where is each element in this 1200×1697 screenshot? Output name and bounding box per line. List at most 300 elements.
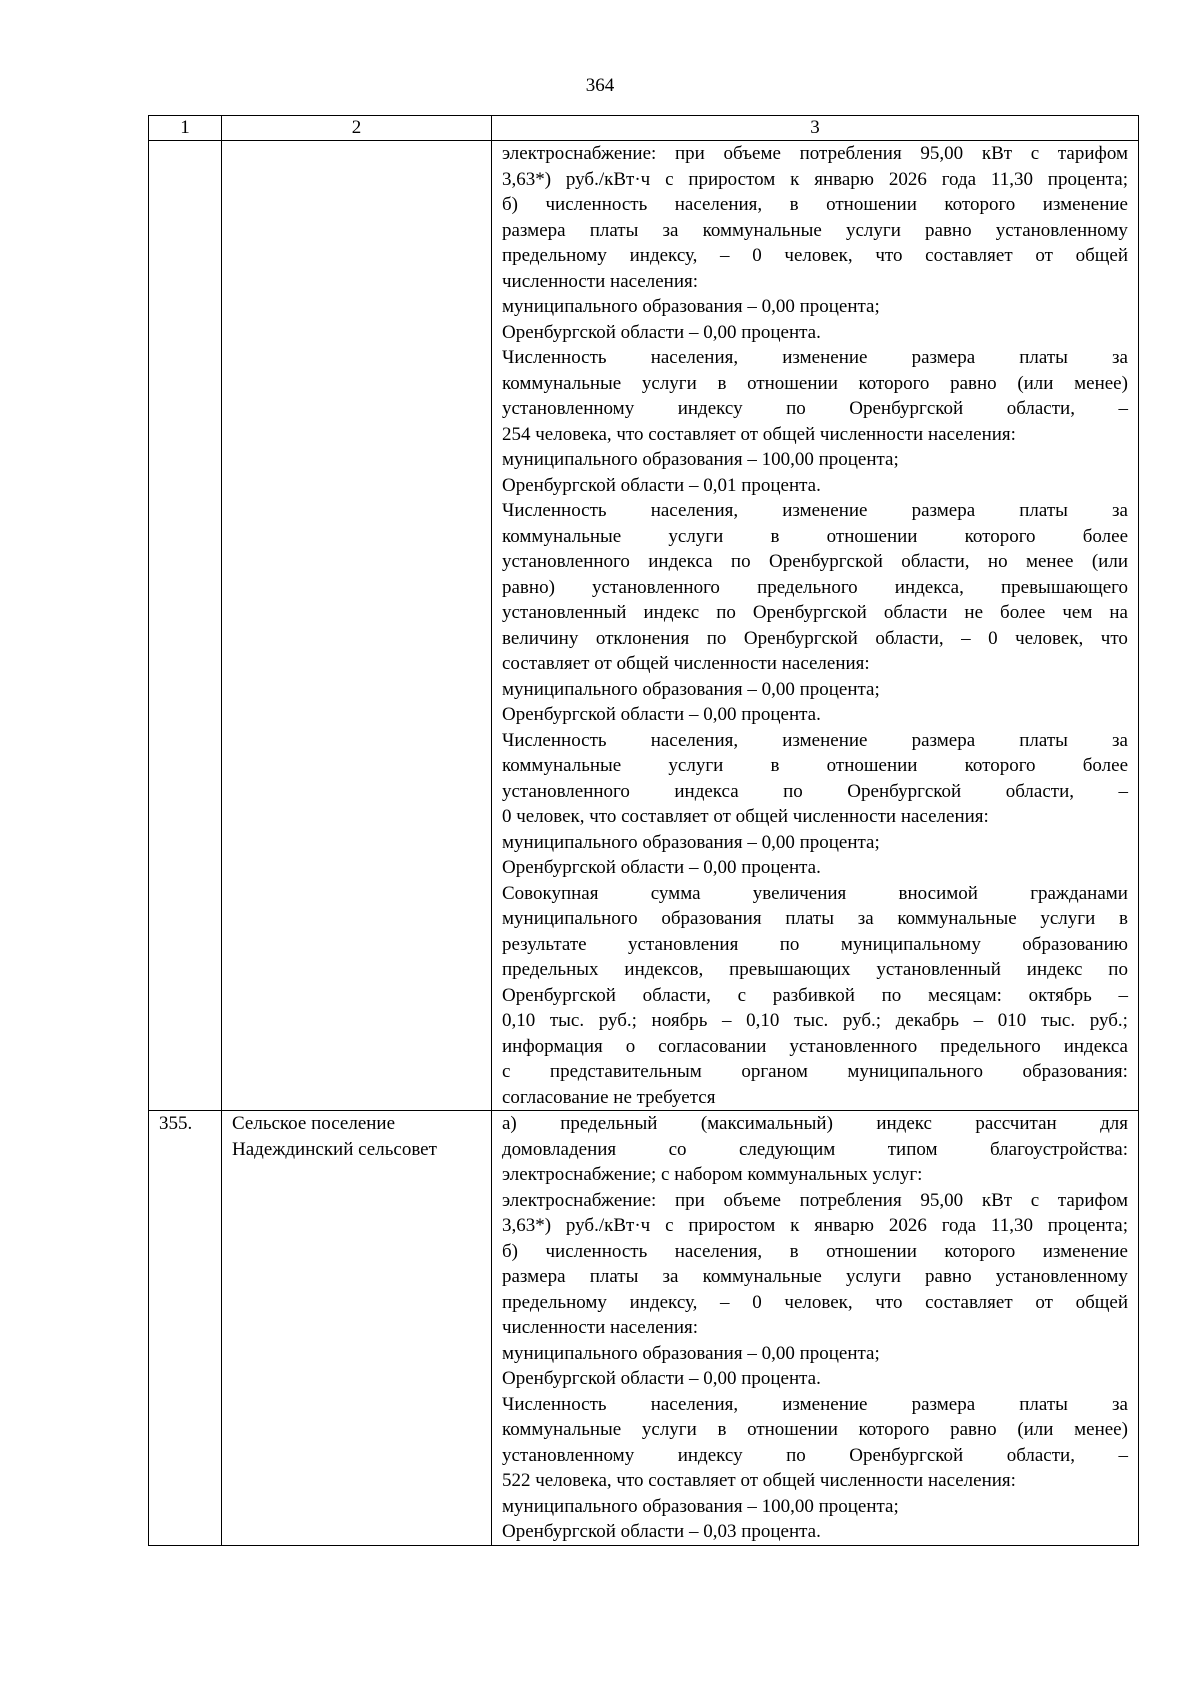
- word: размера: [502, 219, 566, 241]
- text-line: [502, 575, 1128, 601]
- word: 95,00: [920, 143, 964, 164]
- text-line: муниципального образования – 0,00 процента;: [502, 831, 880, 853]
- word: типом: [887, 1138, 938, 1160]
- word: области,: [1006, 398, 1075, 419]
- word: услуги: [641, 1419, 697, 1440]
- word: индексу,: [629, 1291, 698, 1313]
- word: за: [1112, 729, 1128, 751]
- text-line: составляет от общей численности населения:: [502, 653, 870, 674]
- word: 2026: [888, 1215, 927, 1236]
- word: Численность: [502, 729, 607, 751]
- word: тарифом: [1057, 1189, 1128, 1211]
- word: услуги: [668, 525, 724, 547]
- text-line: 522 человека, что составляет от общей численности населения:: [502, 1470, 1016, 1491]
- word: года: [941, 1215, 977, 1236]
- document-table: [148, 115, 1139, 1546]
- word: с: [1030, 143, 1040, 164]
- text-line: муниципального образования – 0,00 процента;: [502, 678, 880, 700]
- word: представительным: [549, 1061, 702, 1082]
- word: –: [961, 627, 971, 649]
- table-row-355: [149, 1111, 1139, 1546]
- word: электроснабжение:: [502, 143, 657, 164]
- municipality-name-line-2: Надеждинский сельсовет: [232, 1138, 437, 1160]
- word: превышающих: [729, 959, 851, 980]
- word: 0: [752, 245, 762, 266]
- word: Оренбургской: [768, 551, 883, 572]
- word: о: [625, 1035, 636, 1057]
- word: рассчитан: [975, 1113, 1057, 1134]
- word: потребления: [799, 143, 902, 164]
- word: по: [786, 1444, 806, 1466]
- page-number: 364: [585, 75, 615, 96]
- word: предельного: [757, 576, 858, 598]
- word: области,: [642, 984, 711, 1006]
- word: размера: [911, 729, 976, 751]
- word: коммунальные: [502, 372, 622, 394]
- word: услуги: [668, 755, 724, 776]
- word: общей: [1075, 245, 1128, 266]
- word: превышающего: [1000, 576, 1128, 598]
- word: установленного: [789, 1035, 918, 1057]
- word: услуги: [845, 1266, 901, 1287]
- word: благоустройства:: [989, 1138, 1128, 1160]
- word: по: [706, 627, 727, 649]
- text-line: [502, 549, 1128, 575]
- word: с: [502, 1061, 511, 1082]
- word: населения,: [650, 1393, 739, 1415]
- word: коммунальные: [502, 1419, 622, 1440]
- word: б): [502, 1240, 518, 1262]
- header-col-3: 3: [492, 116, 1139, 141]
- text-line: [502, 1059, 1128, 1085]
- word: в: [717, 372, 727, 394]
- word: которого: [944, 194, 1016, 215]
- word: платы: [1019, 347, 1068, 368]
- text-line: [502, 498, 1128, 524]
- word: равно: [925, 1266, 972, 1287]
- word: кВт: [981, 1189, 1013, 1211]
- word: что: [1100, 627, 1128, 649]
- word: изменение: [782, 347, 868, 368]
- text-line: [502, 1111, 1128, 1137]
- word: численность: [545, 194, 648, 215]
- word: увеличения: [752, 882, 847, 904]
- text-line: Оренбургской области – 0,03 процента.: [502, 1521, 821, 1542]
- word: но: [987, 551, 1008, 572]
- word: в: [770, 525, 780, 547]
- text-line: муниципального образования – 100,00 процента;: [502, 1495, 899, 1517]
- word: 95,00: [920, 1189, 964, 1211]
- word: населения,: [674, 1240, 763, 1262]
- word: по: [1108, 959, 1128, 980]
- word: не: [964, 602, 984, 623]
- row-number-cell: [149, 141, 222, 1111]
- word: информация: [502, 1035, 603, 1057]
- word: гражданами: [1030, 882, 1128, 904]
- word: населения,: [650, 347, 739, 368]
- word: вносимой: [898, 882, 978, 904]
- word: Численность: [502, 500, 607, 521]
- word: населения,: [674, 194, 763, 215]
- text-line: [502, 345, 1128, 371]
- word: отношении: [826, 755, 918, 776]
- text-line: 0 человек, что составляет от общей численности населения:: [502, 806, 989, 827]
- word: Численность: [502, 347, 607, 368]
- text-line: [502, 1239, 1128, 1265]
- text-line: [502, 728, 1128, 754]
- word: к: [790, 168, 800, 190]
- word: платы: [589, 219, 639, 241]
- word: месяцам:: [927, 984, 1002, 1006]
- word: –: [1118, 1444, 1128, 1466]
- word: платы: [589, 1266, 639, 1287]
- word: муниципального: [502, 908, 638, 929]
- word: (или: [1017, 372, 1054, 394]
- word: с: [665, 168, 674, 190]
- word: при: [675, 143, 705, 164]
- word: в: [770, 755, 780, 776]
- word: Оренбургской: [502, 984, 616, 1006]
- text-line: [502, 192, 1128, 218]
- word: установленному: [995, 1266, 1128, 1287]
- text-line: [502, 957, 1128, 983]
- text-line: [502, 243, 1128, 269]
- word: тарифом: [1057, 143, 1128, 164]
- text-line: [502, 141, 1128, 167]
- word: отношении: [826, 1240, 917, 1262]
- word: декабрь: [895, 1010, 960, 1031]
- word: согласовании: [658, 1035, 767, 1057]
- word: индекса,: [894, 576, 964, 598]
- word: размера: [911, 347, 976, 368]
- text-line: численности населения:: [502, 270, 699, 292]
- word: тыс.: [549, 1010, 585, 1031]
- word: Совокупная: [502, 882, 599, 904]
- word: на: [1109, 602, 1128, 623]
- word: январю: [814, 1215, 874, 1236]
- word: платы: [1019, 500, 1068, 521]
- word: руб.;: [1089, 1010, 1128, 1031]
- word: тыс.: [1040, 1010, 1076, 1031]
- word: более: [1082, 755, 1128, 776]
- word: руб.;: [598, 1010, 637, 1031]
- text-line: согласование не требуется: [502, 1086, 716, 1108]
- word: которого: [858, 372, 930, 394]
- word: предельный: [560, 1113, 658, 1134]
- word: процента;: [1047, 168, 1128, 190]
- word: сумма: [650, 882, 701, 904]
- word: отношении: [826, 525, 918, 547]
- word: установления: [628, 933, 739, 955]
- word: что: [875, 245, 903, 266]
- word: объеме: [723, 143, 781, 164]
- word: –: [720, 245, 730, 266]
- word: изменение: [1042, 1240, 1128, 1262]
- word: индекса: [648, 551, 713, 572]
- text-line: [502, 1443, 1128, 1469]
- word: изменение: [1042, 194, 1128, 215]
- word: отклонения: [595, 627, 690, 649]
- word: с: [737, 984, 747, 1006]
- word: потребления: [799, 1189, 902, 1211]
- word: 0: [752, 1291, 762, 1313]
- text-line: [502, 1188, 1128, 1214]
- word: платы: [785, 908, 834, 929]
- word: отношении: [747, 372, 838, 394]
- word: по: [786, 398, 806, 419]
- word: установленному: [502, 1444, 635, 1466]
- word: –: [1118, 984, 1128, 1006]
- word: составляет: [925, 1291, 1013, 1313]
- text-line: [502, 881, 1128, 907]
- word: человек,: [1015, 627, 1084, 649]
- word: которого: [964, 755, 1036, 776]
- word: образования:: [1022, 1061, 1128, 1082]
- word: установленному: [502, 398, 635, 419]
- word: а): [502, 1113, 517, 1134]
- word: руб./кВт·ч: [565, 168, 651, 190]
- text-line: Оренбургской области – 0,01 процента.: [502, 474, 821, 496]
- word: в: [1119, 908, 1128, 929]
- word: коммунальные: [502, 755, 622, 776]
- word: тыс.: [794, 1010, 829, 1031]
- text-line: Оренбургской области – 0,00 процента.: [502, 321, 821, 343]
- word: образованию: [1022, 933, 1128, 955]
- word: 0,10: [746, 1010, 780, 1031]
- word: для: [1100, 1113, 1128, 1134]
- word: платы: [1019, 729, 1068, 751]
- word: (или: [1091, 551, 1128, 572]
- word: за: [1112, 500, 1128, 521]
- word: коммунальные: [897, 908, 1017, 929]
- word: за: [662, 219, 679, 241]
- word: изменение: [782, 1393, 868, 1415]
- word: индекс: [643, 602, 700, 623]
- word: области,: [1006, 1444, 1075, 1466]
- word: домовладения: [502, 1138, 617, 1160]
- word: которого: [944, 1240, 1016, 1262]
- word: 010: [997, 1010, 1027, 1031]
- word: приростом: [688, 168, 776, 190]
- text-line: муниципального образования – 0,00 процента;: [502, 296, 880, 317]
- word: индекс: [876, 1113, 932, 1134]
- word: индексов,: [624, 959, 704, 980]
- text-line: [502, 218, 1128, 244]
- word: менее): [1074, 372, 1128, 394]
- word: за: [1112, 347, 1128, 368]
- word: от: [1035, 245, 1053, 266]
- word: при: [675, 1189, 705, 1211]
- word: по: [783, 780, 803, 802]
- word: в: [717, 1419, 727, 1440]
- word: общей: [1075, 1291, 1128, 1313]
- word: по: [730, 551, 751, 572]
- word: по: [881, 984, 902, 1006]
- word: 3,63*): [502, 168, 552, 190]
- municipality-cell: [222, 141, 492, 1111]
- word: менее): [1074, 1419, 1128, 1440]
- word: равно: [925, 219, 972, 241]
- text-line: [502, 1034, 1128, 1060]
- word: индексу: [677, 398, 743, 419]
- word: величину: [502, 627, 579, 649]
- word: электроснабжение:: [502, 1189, 657, 1211]
- text-line: [502, 1290, 1128, 1316]
- word: –: [1118, 398, 1128, 419]
- word: области,: [1005, 780, 1074, 802]
- word: изменение: [782, 729, 868, 751]
- word: услуги: [845, 219, 901, 241]
- word: менее: [1025, 551, 1074, 572]
- word: чем: [1062, 602, 1093, 623]
- word: к: [790, 1215, 800, 1236]
- word: размера: [911, 1393, 976, 1415]
- word: отношении: [747, 1419, 838, 1440]
- text-line: электроснабжение; с набором коммунальных услуг:: [502, 1164, 923, 1185]
- word: руб./кВт·ч: [565, 1215, 651, 1236]
- word: предельных: [502, 959, 599, 980]
- word: 0,10: [502, 1010, 536, 1031]
- text-line: [502, 932, 1128, 958]
- word: (или: [1017, 1419, 1054, 1440]
- word: установленному: [995, 219, 1128, 241]
- header-col-1: 1: [149, 116, 222, 141]
- word: за: [1112, 1393, 1128, 1415]
- word: услуги: [1040, 908, 1096, 929]
- row-number-cell: 355.: [149, 1111, 222, 1546]
- word: результате: [502, 933, 587, 955]
- text-line: [502, 779, 1128, 805]
- word: равно: [950, 1419, 997, 1440]
- word: области: [883, 602, 948, 623]
- text-line: Оренбургской области – 0,00 процента.: [502, 1368, 821, 1389]
- word: установленный: [876, 959, 1001, 980]
- word: муниципального: [847, 1061, 983, 1082]
- word: индекс: [1026, 959, 1083, 980]
- word: (максимальный): [700, 1113, 833, 1134]
- text-line: муниципального образования – 0,00 процента;: [502, 1342, 880, 1364]
- word: Численность: [502, 1393, 607, 1415]
- word: Оренбургской: [849, 1444, 964, 1466]
- word: численность: [545, 1240, 648, 1262]
- word: от: [1035, 1291, 1053, 1313]
- text-line: [502, 1264, 1128, 1290]
- word: руб.;: [842, 1010, 882, 1031]
- municipality-name-line-1: Сельское поселение: [232, 1113, 396, 1134]
- word: платы: [1019, 1393, 1068, 1415]
- word: в: [789, 194, 799, 215]
- word: объеме: [723, 1189, 781, 1211]
- word: более: [1082, 525, 1128, 547]
- word: области,: [901, 551, 970, 572]
- word: установленный: [502, 602, 627, 623]
- word: более: [1000, 602, 1046, 623]
- word: коммунальные: [702, 219, 822, 241]
- word: Оренбургской: [849, 398, 964, 419]
- word: 2026: [888, 168, 927, 190]
- word: 3,63*): [502, 1215, 552, 1236]
- word: Оренбургской: [847, 780, 962, 802]
- word: предельному: [502, 1291, 607, 1313]
- text-line: 254 человека, что составляет от общей численности населения:: [502, 423, 1016, 445]
- word: области,: [875, 627, 944, 649]
- text-line: [502, 1137, 1128, 1163]
- word: составляет: [925, 245, 1013, 266]
- word: октябрь: [1028, 984, 1092, 1006]
- word: равно: [950, 372, 997, 394]
- word: –: [722, 1010, 732, 1031]
- word: индекса: [674, 780, 739, 802]
- word: что: [875, 1291, 903, 1313]
- word: приростом: [688, 1215, 776, 1236]
- word: предельного: [940, 1035, 1041, 1057]
- word: 11,30: [990, 168, 1033, 190]
- word: изменение: [782, 500, 868, 521]
- word: по: [779, 933, 800, 955]
- word: которого: [964, 525, 1036, 547]
- word: по: [716, 602, 736, 623]
- word: равно): [502, 576, 555, 598]
- text-line: [502, 753, 1128, 779]
- word: населения,: [650, 729, 739, 751]
- word: размера: [911, 500, 976, 521]
- word: Оренбургской: [743, 627, 858, 649]
- word: услуги: [641, 372, 697, 394]
- word: размера: [502, 1266, 566, 1287]
- word: январю: [814, 168, 874, 190]
- word: б): [502, 194, 518, 215]
- word: индекса: [1063, 1035, 1128, 1057]
- word: индексу,: [629, 245, 698, 266]
- word: муниципальному: [840, 933, 981, 955]
- word: установленного: [502, 551, 630, 572]
- text-line: Оренбургской области – 0,00 процента.: [502, 857, 821, 878]
- word: коммунальные: [702, 1266, 822, 1287]
- word: ноябрь: [651, 1010, 708, 1031]
- header-col-2: 2: [222, 116, 492, 141]
- text-line: [502, 1392, 1128, 1418]
- word: индексу: [677, 1444, 743, 1466]
- word: установленного: [502, 780, 630, 802]
- text-line: численности населения:: [502, 1317, 699, 1338]
- text-line: [502, 1417, 1128, 1443]
- word: –: [1118, 780, 1128, 802]
- word: в: [789, 1240, 799, 1262]
- word: за: [662, 1266, 679, 1287]
- text-line: [502, 167, 1128, 193]
- text-line: Оренбургской области – 0,00 процента.: [502, 704, 821, 725]
- description-cell: [492, 141, 1139, 1111]
- word: с: [1030, 1189, 1040, 1211]
- text-line: [502, 906, 1128, 932]
- municipality-cell: [222, 1111, 492, 1546]
- word: 11,30: [990, 1215, 1033, 1236]
- word: за: [857, 908, 874, 929]
- text-line: [502, 983, 1128, 1009]
- word: отношении: [826, 194, 917, 215]
- text-line: [502, 600, 1128, 626]
- word: с: [665, 1215, 674, 1236]
- text-line: [502, 524, 1128, 550]
- word: со: [668, 1138, 687, 1160]
- text-line: [502, 371, 1128, 397]
- word: –: [720, 1291, 730, 1313]
- table-row-continued: [149, 141, 1139, 1111]
- word: процента;: [1047, 1215, 1128, 1236]
- word: установленного: [592, 576, 720, 598]
- description-text: [502, 1111, 1128, 1545]
- table-header-row: [149, 116, 1139, 141]
